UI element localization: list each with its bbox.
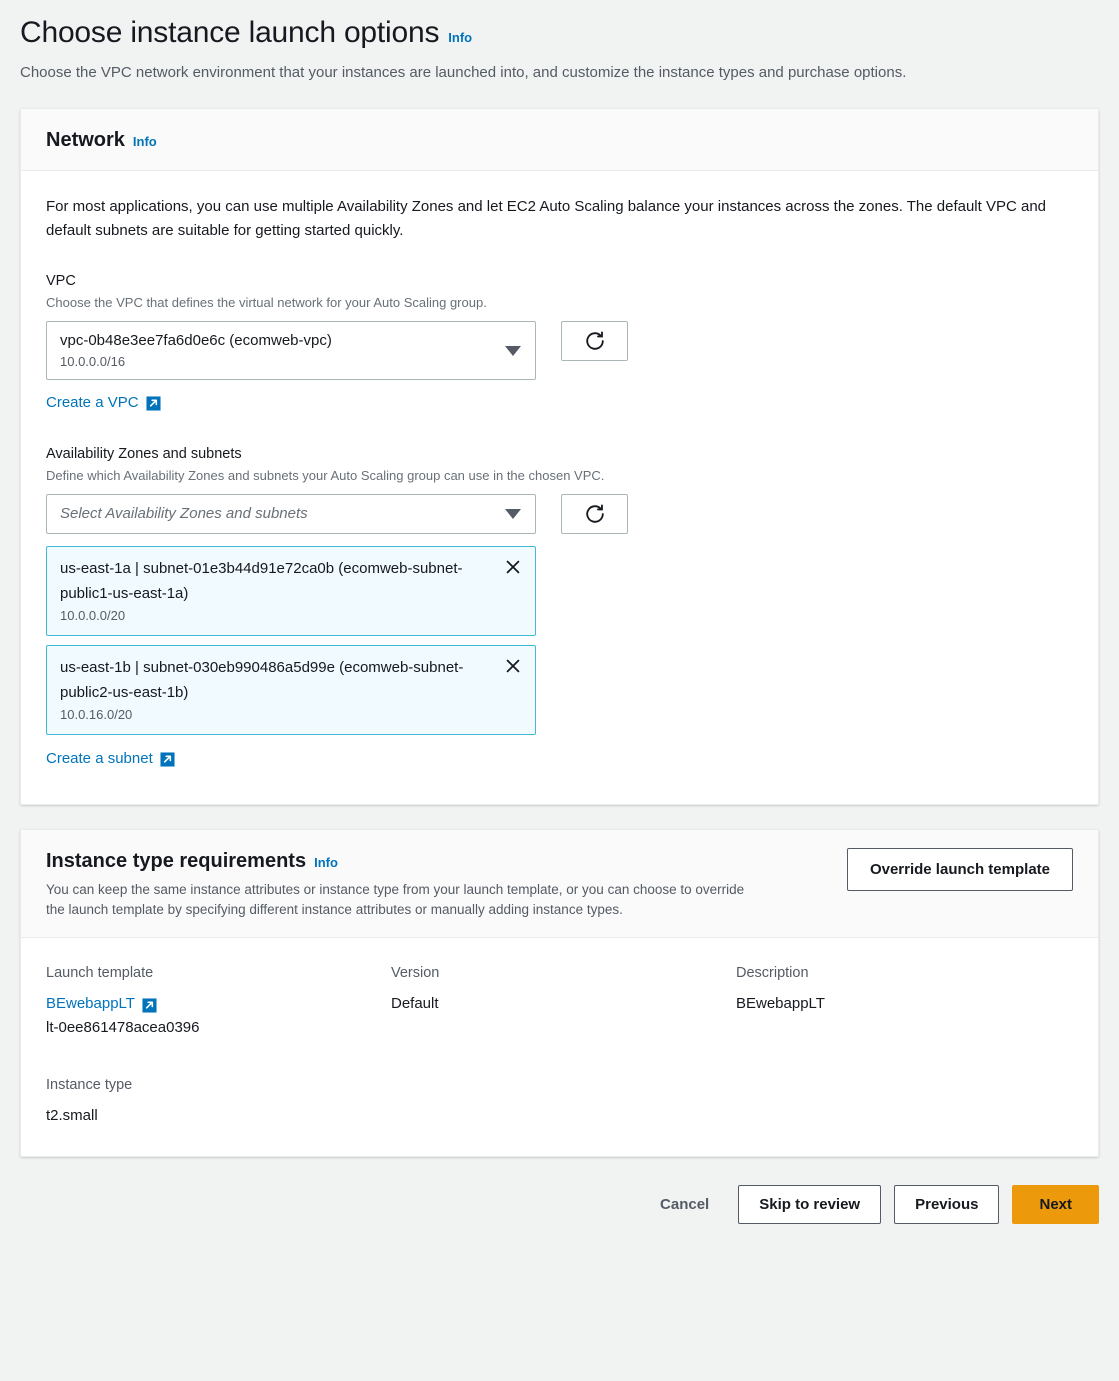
network-panel-title: Network bbox=[46, 129, 125, 151]
instance-type-block bbox=[46, 1074, 1073, 1128]
chevron-down-icon bbox=[505, 346, 521, 356]
instance-type-info-link[interactable]: Info bbox=[314, 855, 338, 870]
version-value: Default bbox=[391, 995, 439, 1012]
selected-subnets-list bbox=[46, 546, 1073, 735]
vpc-select-value: vpc-0b48e3ee7fa6d0e6c (ecomweb-vpc) bbox=[60, 332, 332, 349]
network-panel bbox=[20, 108, 1099, 805]
network-title-row bbox=[46, 127, 157, 153]
launch-template-label: Launch template bbox=[46, 965, 154, 981]
vpc-select[interactable] bbox=[46, 321, 536, 380]
version-block bbox=[391, 962, 736, 1044]
network-intro-text: For most applications, you can use multiple Availability Zones and let EC2 Auto Scaling balance your instances across the zones. The default VPC and default subnets are suitable for getting started quickly. bbox=[46, 198, 1047, 239]
instance-type-panel-title: Instance type requirements bbox=[46, 850, 307, 872]
page-title: Choose instance launch options bbox=[20, 16, 440, 49]
previous-button[interactable]: Previous bbox=[894, 1185, 999, 1224]
remove-subnet-button[interactable] bbox=[501, 555, 525, 579]
availability-zones-placeholder: Select Availability Zones and subnets bbox=[60, 505, 308, 522]
instance-type-panel bbox=[20, 829, 1099, 1157]
override-launch-template-button[interactable]: Override launch template bbox=[847, 848, 1073, 891]
description-value: BEwebappLT bbox=[736, 995, 825, 1012]
selected-subnet-label: us-east-1b | subnet-030eb990486a5d99e (ecomweb-subnet-public2-us-east-1b) bbox=[60, 659, 464, 701]
page-description: Choose the VPC network environment that your instances are launched into, and customize the instance types and purchase options. bbox=[20, 64, 907, 81]
launch-template-detail-grid bbox=[46, 962, 1073, 1044]
page-header bbox=[0, 0, 1119, 84]
availability-zones-description: Define which Availability Zones and subnets your Auto Scaling group can use in the chosen VPC. bbox=[46, 468, 605, 483]
skip-to-review-button[interactable]: Skip to review bbox=[738, 1185, 881, 1224]
selected-subnet-token bbox=[46, 546, 536, 636]
selected-subnet-token bbox=[46, 645, 536, 735]
network-info-link[interactable]: Info bbox=[132, 134, 157, 149]
vpc-label: VPC bbox=[46, 273, 76, 289]
instance-type-value: t2.small bbox=[46, 1107, 98, 1124]
vpc-description: Choose the VPC that defines the virtual network for your Auto Scaling group. bbox=[46, 295, 487, 310]
vpc-refresh-button[interactable] bbox=[561, 321, 628, 361]
external-link-icon bbox=[160, 752, 175, 767]
chevron-down-icon bbox=[505, 509, 521, 519]
external-link-icon bbox=[142, 997, 157, 1012]
availability-zones-field bbox=[46, 444, 1073, 770]
wizard-footer bbox=[20, 1185, 1099, 1224]
create-subnet-link-label: Create a subnet bbox=[46, 750, 153, 767]
availability-zones-select[interactable] bbox=[46, 494, 536, 534]
launch-template-id: lt-0ee861478acea0396 bbox=[46, 1019, 200, 1036]
page-title-row bbox=[20, 14, 1099, 52]
launch-template-link[interactable] bbox=[46, 992, 157, 1016]
next-button[interactable]: Next bbox=[1012, 1185, 1099, 1224]
availability-zones-label: Availability Zones and subnets bbox=[46, 446, 242, 462]
availability-zones-control-row bbox=[46, 494, 1073, 534]
launch-template-name: BEwebappLT bbox=[46, 995, 135, 1012]
create-vpc-link-label: Create a VPC bbox=[46, 394, 139, 411]
availability-zones-refresh-button[interactable] bbox=[561, 494, 628, 534]
instance-type-title-row bbox=[46, 848, 746, 874]
network-panel-header bbox=[21, 109, 1098, 171]
description-label: Description bbox=[736, 965, 809, 981]
vpc-control-row bbox=[46, 321, 1073, 380]
page-info-link[interactable]: Info bbox=[448, 30, 473, 45]
instance-type-panel-body bbox=[21, 938, 1098, 1156]
refresh-icon bbox=[584, 330, 606, 352]
vpc-select-cidr: 10.0.0.0/16 bbox=[60, 354, 126, 369]
version-label: Version bbox=[391, 965, 440, 981]
instance-type-header-text bbox=[46, 848, 746, 920]
refresh-icon bbox=[584, 503, 606, 525]
create-vpc-link[interactable] bbox=[46, 392, 161, 414]
instance-type-description: You can keep the same instance attributes or instance type from your launch template, or you can choose to override the launch template by specifying different instance attributes or manually adding instance types. bbox=[46, 882, 745, 917]
instance-type-label: Instance type bbox=[46, 1077, 133, 1093]
selected-subnet-cidr: 10.0.16.0/20 bbox=[60, 707, 133, 722]
selected-subnet-cidr: 10.0.0.0/20 bbox=[60, 608, 126, 623]
remove-subnet-button[interactable] bbox=[501, 654, 525, 678]
selected-subnet-label: us-east-1a | subnet-01e3b44d91e72ca0b (ecomweb-subnet-public1-us-east-1a) bbox=[60, 560, 463, 602]
network-panel-body bbox=[21, 171, 1098, 804]
description-block bbox=[736, 962, 1073, 1044]
cancel-button[interactable]: Cancel bbox=[644, 1186, 725, 1223]
launch-template-block bbox=[46, 962, 391, 1044]
vpc-field bbox=[46, 271, 1073, 414]
instance-type-panel-header bbox=[21, 830, 1098, 938]
external-link-icon bbox=[146, 396, 161, 411]
create-subnet-link[interactable] bbox=[46, 748, 175, 770]
